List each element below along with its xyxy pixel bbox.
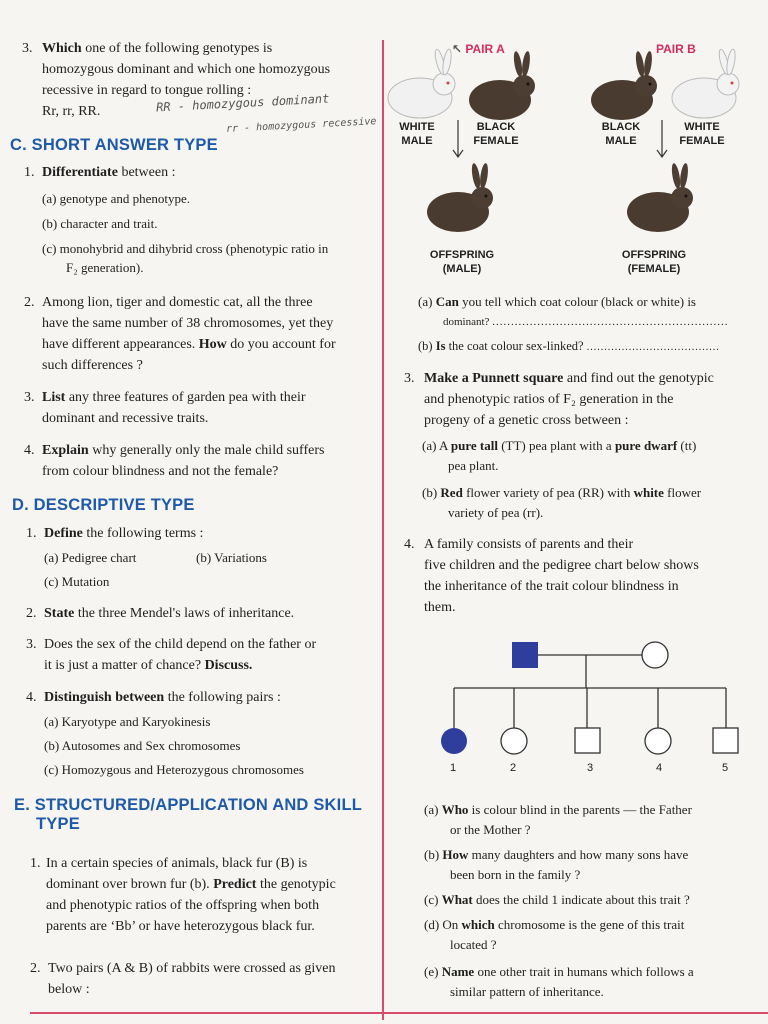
c3-number: 3. <box>24 390 35 405</box>
q3-punnett-options: (a) A pure tall (TT) pea plant with a pure dwarf (tt) pea plant. (b) Red flower variety of pea (RR) with white flower variety of pea (rr). <box>422 438 702 520</box>
rabbit-white-male-a <box>388 49 455 118</box>
child-5-male <box>713 728 738 753</box>
rabbit-offspring-female <box>627 163 693 232</box>
child-1-label: 1 <box>450 762 457 774</box>
e1-number: 1. <box>30 856 41 871</box>
rabbit-subquestions: (a) Can you tell which coat colour (black or white) is dominant? ............................................................... (b) Is the coat colour sex-linked? ...................................... <box>418 294 729 353</box>
section-c-heading: C. SHORT ANSWER TYPE <box>10 136 218 154</box>
column-divider <box>382 40 384 1020</box>
section-d-heading: D. DESCRIPTIVE TYPE <box>12 496 195 514</box>
pair-a-label: ↖ PAIR A <box>452 42 505 56</box>
label-white-male-a: WHITE MALE <box>399 121 435 147</box>
e2-number: 2. <box>30 961 41 976</box>
c4-number: 4. <box>24 443 35 458</box>
child-5-label: 5 <box>722 762 729 774</box>
question-3-text: Which one of the following genotypes is homozygous dominant and which one homozygous recessive in regard to tongue rolling : Rr, rr, RR. <box>42 41 331 119</box>
q4-number: 4. <box>404 537 415 552</box>
pedigree-mother <box>642 642 668 668</box>
rabbit-black-female-a <box>469 51 535 120</box>
label-black-male-b: BLACK MALE <box>601 121 641 147</box>
label-black-female-a: BLACK FEMALE <box>473 121 519 147</box>
rabbit-offspring-male <box>427 163 493 232</box>
child-4-female <box>645 728 671 754</box>
q4-subquestions: (a) Who is colour blind in the parents — the Father or the Mother ? (b) How many daughters and how many sons have been born in the family ? (c) What does the child 1 indicate about this trait ? (d) On which chromosome is the gene of this trait located ? (e) Name one other trait in humans which follows a similar pattern of inheritance. <box>424 802 694 999</box>
rabbit-white-female-b <box>672 49 739 118</box>
label-offspring-male: OFFSPRING (MALE) <box>429 249 495 275</box>
d1-number: 1. <box>26 526 37 541</box>
d2-number: 2. <box>26 606 37 621</box>
pedigree-children <box>441 688 738 754</box>
handwritten-note-1: RR - homozygous dominant <box>155 91 330 115</box>
label-offspring-female: OFFSPRING (FEMALE) <box>621 249 687 275</box>
question-3-number: 3. <box>22 41 33 56</box>
q3-punnett-number: 3. <box>404 371 415 386</box>
pedigree-father <box>512 642 538 668</box>
c1-number: 1. <box>24 165 35 180</box>
d1-question: Define the following terms : (a) Pedigree chart (b) Variations (c) Mutation <box>44 526 267 589</box>
d3-question: Does the sex of the child depend on the father or it is just a matter of chance? Discuss. <box>44 637 317 673</box>
q3-punnett-question: Make a Punnett square and find out the genotypic and phenotypic ratios of F₂ generation in the progeny of a genetic cross between : <box>424 371 714 428</box>
c3-question: List any three features of garden pea with their dominant and recessive traits. <box>42 390 306 426</box>
d2-question: State the three Mendel's laws of inheritance. <box>44 606 295 621</box>
child-3-label: 3 <box>587 762 594 774</box>
c2-number: 2. <box>24 295 35 310</box>
child-1-affected-female <box>441 728 467 754</box>
pedigree-chart <box>386 630 768 780</box>
c1-question: Differentiate between : (a) genotype and phenotype. (b) character and trait. (c) monohybrid and dihybrid cross (phenotypic ratio in F₂ generation). <box>42 165 329 275</box>
e1-question: In a certain species of animals, black fur (B) is dominant over brown fur (b). Predict the genotypic and phenotypic ratios of the offspring when both parents are ‘Bb’ or have heterozygous black fur. <box>46 856 336 934</box>
rabbit-black-male-b <box>591 51 657 120</box>
e2-question: Two pairs (A & B) of rabbits were crossed as given below : <box>48 961 336 997</box>
arrow-down-a <box>453 120 463 157</box>
child-2-label: 2 <box>510 762 517 774</box>
child-3-male <box>575 728 600 753</box>
label-white-female-b: WHITE FEMALE <box>679 121 725 147</box>
d4-question: Distinguish between the following pairs : (a) Karyotype and Karyokinesis (b) Autosomes and Sex chromosomes (c) Homozygous and Heterozygous chromosomes <box>44 690 304 777</box>
d3-number: 3. <box>26 637 37 652</box>
section-e-heading: E. STRUCTURED/APPLICATION AND SKILL TYPE <box>14 796 362 833</box>
child-2-female <box>501 728 527 754</box>
page-bottom-rule <box>30 1012 768 1014</box>
d4-number: 4. <box>26 690 37 705</box>
pair-b-label: PAIR B <box>656 42 696 56</box>
arrow-down-b <box>657 120 667 157</box>
c2-question: Among lion, tiger and domestic cat, all the three have the same number of 38 chromosomes, yet they have different appearances. How do you account for such differences ? <box>42 295 336 373</box>
q4-question: A family consists of parents and their five children and the pedigree chart below shows the inheritance of the trait colour blindness in them. <box>424 537 699 615</box>
c4-question: Explain why generally only the male child suffers from colour blindness and not the female? <box>42 443 325 479</box>
handwritten-note-2: rr - homozygous recessive <box>225 116 377 135</box>
child-4-label: 4 <box>656 762 663 774</box>
